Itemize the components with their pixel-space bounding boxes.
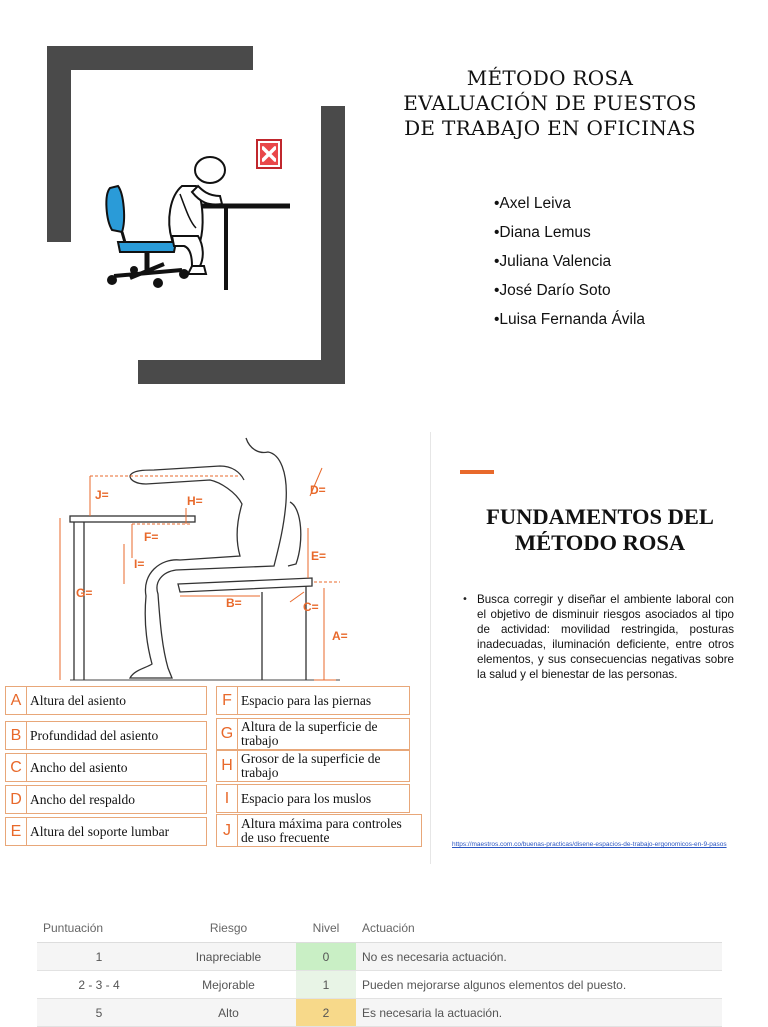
legend-letter: H: [217, 751, 238, 781]
legend-letter: C: [6, 754, 27, 781]
col-header: Puntuación: [37, 913, 161, 943]
dimension-label: J=: [95, 488, 109, 502]
col-header: Nivel: [296, 913, 356, 943]
legend-row: [5, 721, 207, 750]
legend-letter: E: [6, 818, 27, 845]
legend-row: [216, 718, 410, 750]
legend-letter: I: [217, 785, 238, 812]
title-line: MÉTODO ROSA: [514, 530, 686, 555]
dimension-label: A=: [332, 629, 348, 643]
dimension-label: E=: [311, 549, 327, 563]
col-header: Riesgo: [161, 913, 296, 943]
legend-row: [5, 686, 207, 715]
dimension-label: I=: [134, 557, 145, 571]
table-row: [37, 971, 722, 999]
legend-row: [216, 750, 410, 782]
risk-level-table: [37, 913, 722, 1027]
title-line: DE TRABAJO EN OFICINAS: [404, 116, 696, 140]
source-link[interactable]: https://maestros.com.co/buenas-practicas/disene-espacios-de-trabajo-ergonomicos-en-9-pasos: [452, 841, 727, 848]
legend-text: Profundidad del asiento: [30, 727, 159, 743]
legend-row: [216, 686, 410, 715]
legend-letter: D: [6, 786, 27, 813]
close-x-icon: [256, 139, 282, 169]
legend-letter: F: [217, 687, 238, 714]
frame-corner-right: [321, 106, 345, 384]
bullet-text: Busca corregir y diseñar el ambiente laboral con el objetivo de disminuir riesgos asociados al tipo de actividad: movilidad restringida, posturas inadecuadas, iluminación deficiente, entre otros elementos, y sus consecuencias negativas sobre la salud y el bienestar de las personas.: [477, 593, 734, 681]
risk-cell: Alto: [161, 999, 296, 1027]
table-row: [37, 999, 722, 1027]
legend-text: Altura del asiento: [30, 692, 126, 708]
score-cell: 1: [37, 943, 161, 971]
author-list: [494, 192, 645, 337]
score-cell: 5: [37, 999, 161, 1027]
author-item: •Luisa Fernanda Ávila: [494, 311, 646, 328]
dimension-label: C=: [303, 600, 319, 614]
legend-row: [216, 814, 422, 847]
table-row: [37, 943, 722, 971]
score-cell: 2 - 3 - 4: [37, 971, 161, 999]
legend-text: Altura de la superficie de trabajo: [241, 719, 378, 748]
bullet-dot-icon: •: [462, 594, 468, 605]
action-cell: Es necesaria la actuación.: [356, 999, 722, 1027]
legend-letter: G: [217, 719, 238, 749]
seated-worker-illustration: [100, 150, 300, 295]
legend-text: Ancho del respaldo: [30, 791, 135, 807]
action-cell: No es necesaria actuación.: [356, 943, 722, 971]
risk-cell: Mejorable: [161, 971, 296, 999]
legend-row: [5, 753, 207, 782]
legend-text: Espacio para los muslos: [241, 790, 372, 806]
dimension-label: G=: [76, 586, 93, 600]
legend-row: [5, 785, 207, 814]
title-line: EVALUACIÓN DE PUESTOS: [403, 91, 697, 115]
dimension-label: F=: [144, 530, 159, 544]
action-cell: Pueden mejorarse algunos elementos del puesto.: [356, 971, 722, 999]
legend-text: Ancho del asiento: [30, 759, 128, 775]
legend-letter: A: [6, 687, 27, 714]
legend-letter: J: [217, 815, 238, 846]
author-item: •Axel Leiva: [494, 195, 571, 212]
level-cell: 0: [296, 943, 356, 971]
frame-corner-bottom-right: [138, 360, 345, 384]
dimension-label: D=: [310, 483, 326, 497]
risk-cell: Inapreciable: [161, 943, 296, 971]
legend-row: [216, 784, 410, 813]
ergonomic-dimensions-diagram: [50, 432, 390, 682]
slide-title: [0, 0, 768, 400]
author-item: •José Darío Soto: [494, 282, 611, 299]
author-item: •Diana Lemus: [494, 224, 591, 241]
dimension-label: B=: [226, 596, 242, 610]
table-header-row: [37, 913, 722, 943]
section-title: [455, 504, 745, 556]
dimension-label: H=: [187, 494, 203, 508]
legend-row: [5, 817, 207, 846]
frame-corner-top-left: [47, 46, 253, 70]
title-line: MÉTODO ROSA: [466, 66, 634, 90]
legend-letter: B: [6, 722, 27, 749]
frame-corner-left: [47, 46, 71, 242]
presentation-title: [380, 66, 720, 141]
slide-fundamentos: [0, 432, 768, 864]
level-cell: 2: [296, 999, 356, 1027]
col-header: Actuación: [356, 913, 722, 943]
accent-bar: [460, 470, 494, 474]
bullet-item: [462, 592, 734, 682]
slide-divider: [430, 432, 431, 864]
title-line: FUNDAMENTOS DEL: [486, 504, 714, 529]
legend-text: Altura máxima para controles de uso frecuente: [241, 815, 402, 845]
level-cell: 1: [296, 971, 356, 999]
legend-text: Espacio para las piernas: [241, 692, 372, 708]
legend-text: Grosor de la superficie de trabajo: [241, 751, 381, 780]
author-item: •Juliana Valencia: [494, 253, 612, 270]
legend-text: Altura del soporte lumbar: [30, 823, 170, 839]
